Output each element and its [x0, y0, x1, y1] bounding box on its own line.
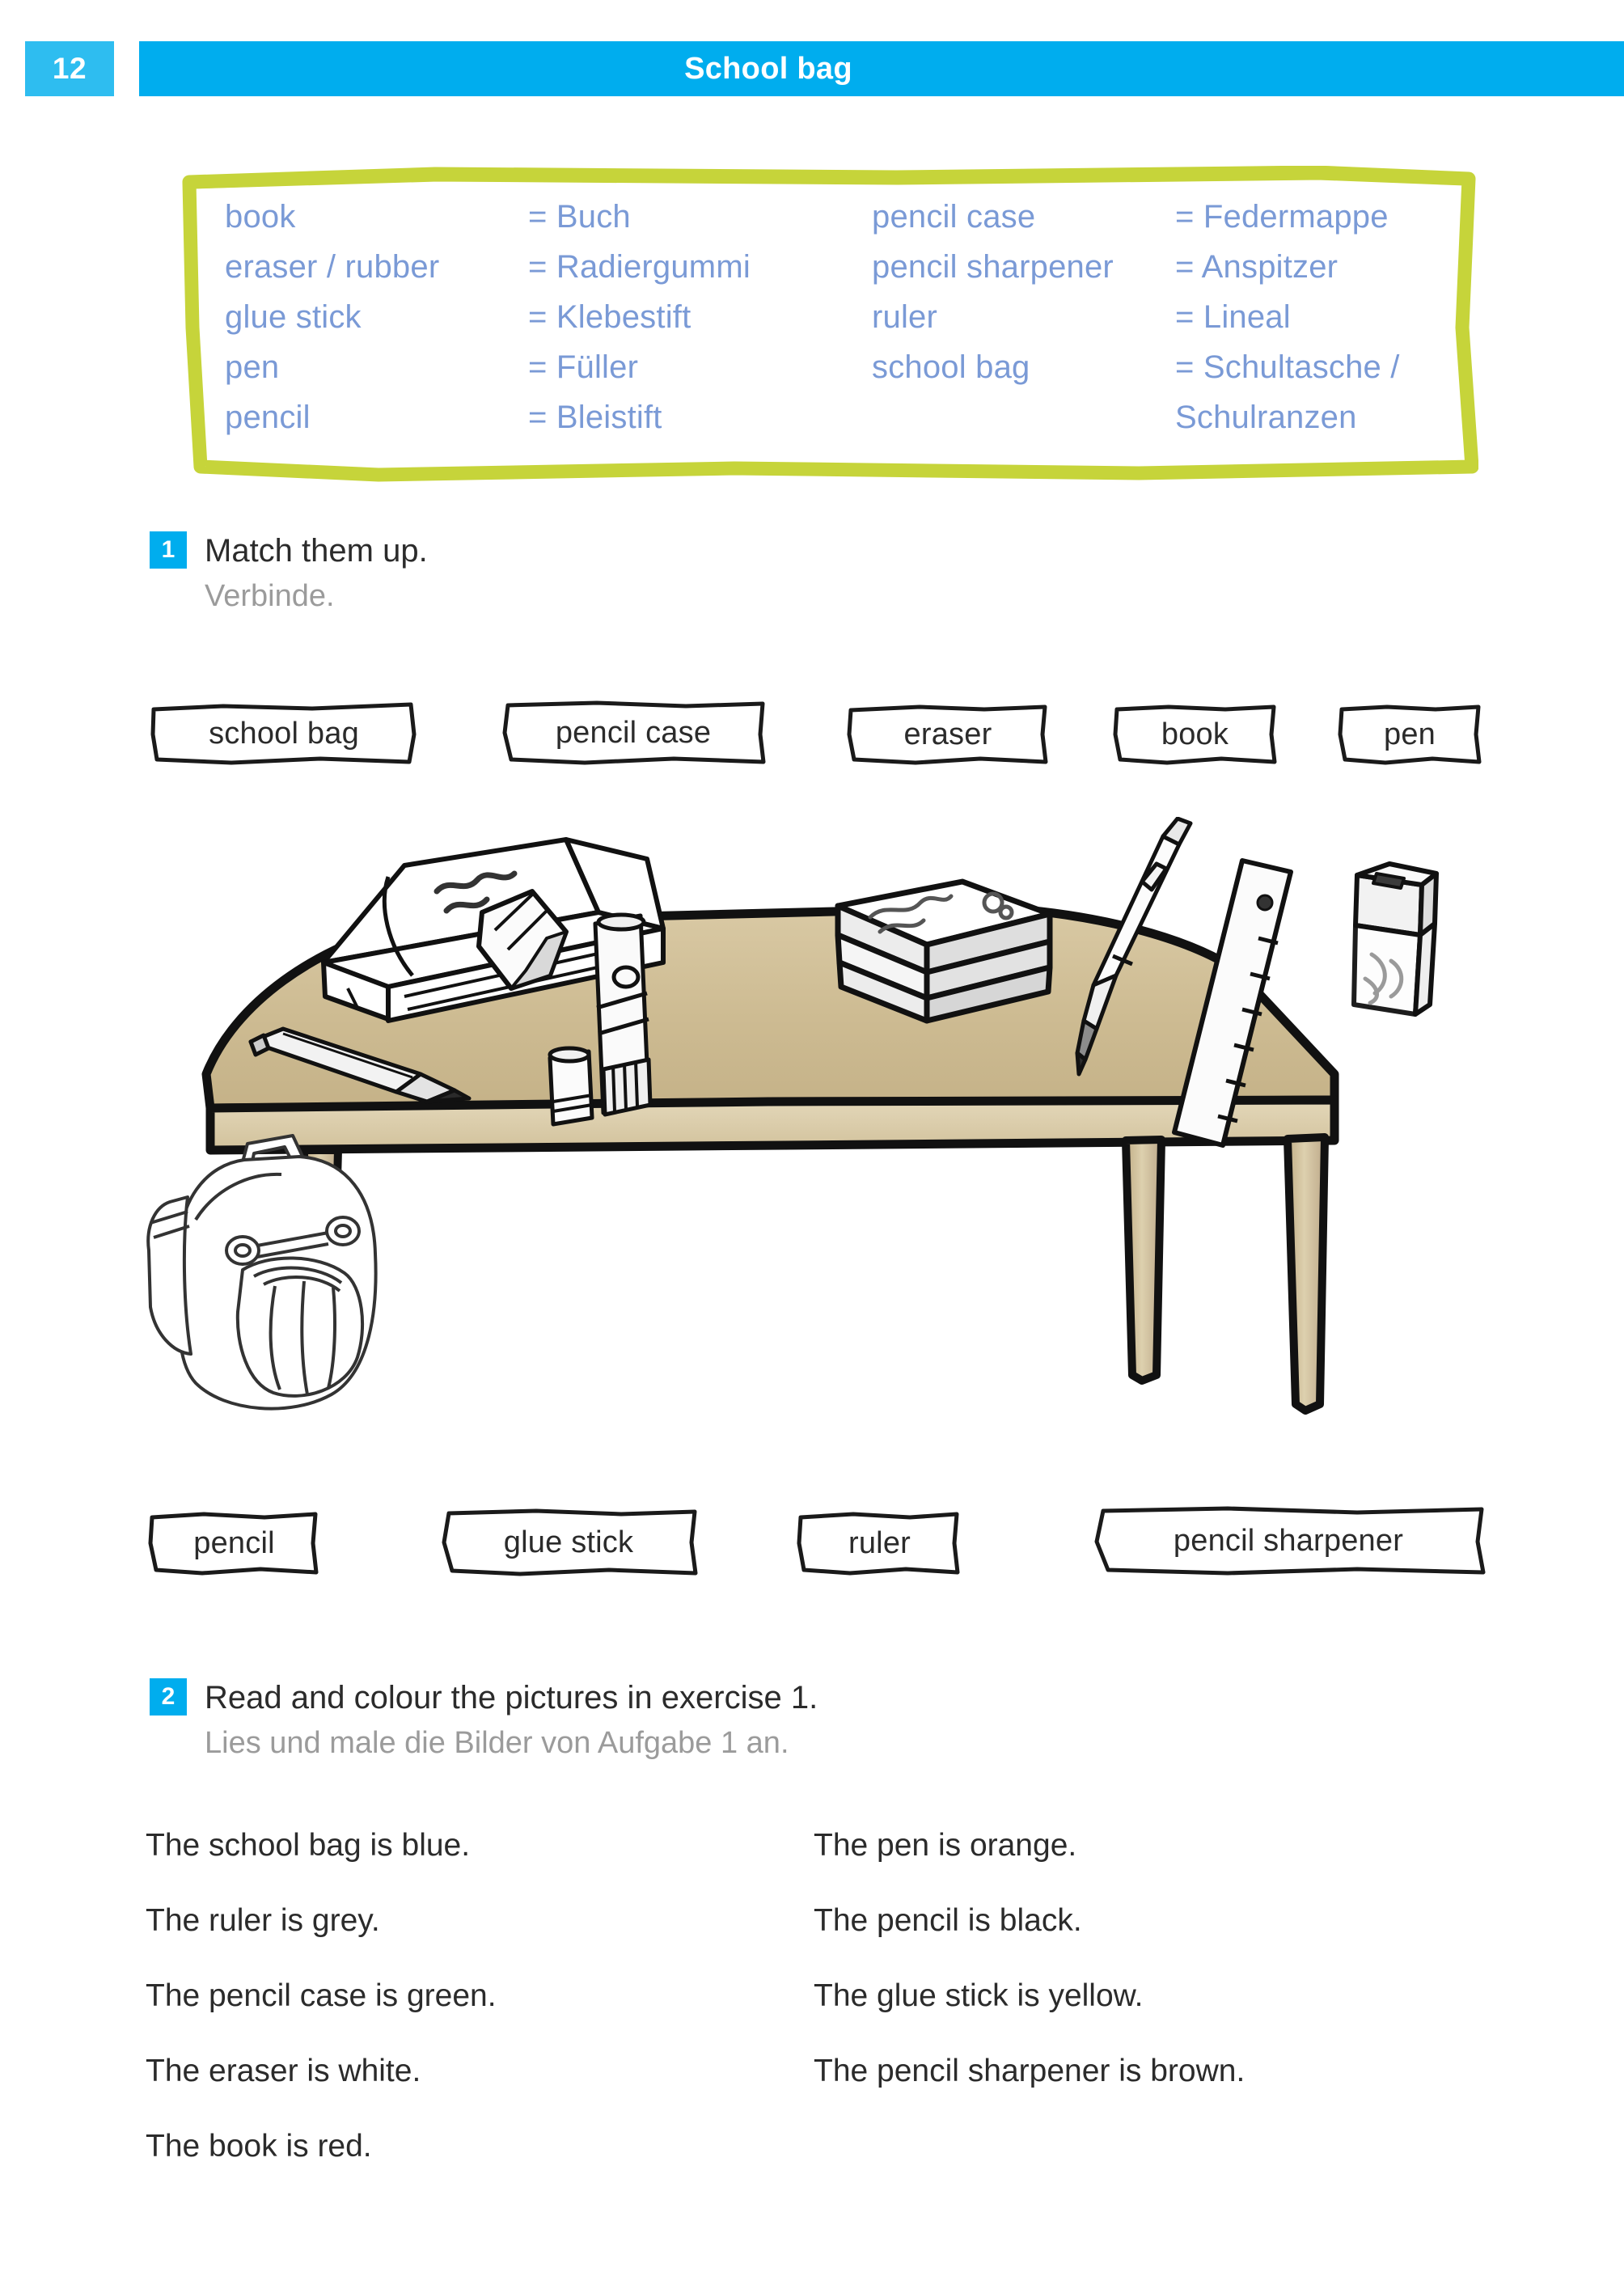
vocab-term: school bag [872, 349, 1030, 385]
word-label-school-bag[interactable] [150, 702, 417, 765]
vocab-definition: = Klebestift [528, 299, 691, 335]
vocab-definition: = Buch [528, 199, 631, 235]
exercise-1-number: 1 [150, 531, 187, 569]
vocab-definition: = Bleistift [528, 400, 662, 435]
sentence-item: The book is red. [146, 2129, 372, 2164]
vocabulary-definitions-right [1175, 192, 1438, 442]
sentence-item: The school bag is blue. [146, 1828, 471, 1863]
vocab-term: pencil case [872, 199, 1036, 235]
word-label-eraser[interactable] [847, 704, 1049, 765]
table-leg-right [1288, 1137, 1325, 1411]
vocab-term: glue stick [225, 299, 362, 335]
word-label-pen[interactable] [1337, 704, 1482, 765]
sentences-column-left [146, 1825, 760, 2201]
vocab-definition: Schulranzen [1175, 400, 1357, 435]
pencil-case-illustration [838, 882, 1050, 1021]
word-label-text: pencil sharpener [1173, 1523, 1404, 1558]
word-label-ruler[interactable] [797, 1511, 962, 1576]
word-label-text: eraser [903, 717, 992, 751]
exercise-2-instruction-en: Read and colour the pictures in exercise 1. [205, 1680, 818, 1716]
word-label-book[interactable] [1112, 704, 1278, 765]
word-label-text: glue stick [503, 1525, 634, 1559]
vocab-definition: = Schultasche / [1175, 349, 1400, 385]
vocabulary-box [168, 166, 1478, 485]
vocab-definition: = Federmappe [1175, 199, 1389, 235]
page-title: School bag [684, 51, 852, 86]
vocab-term: eraser / rubber [225, 249, 440, 285]
word-label-text: pen [1383, 717, 1436, 751]
word-label-pencil-sharpener[interactable] [1090, 1506, 1487, 1576]
school-supplies-illustration [146, 817, 1456, 1464]
exercise-2-number: 2 [150, 1678, 187, 1716]
pencil-sharpener-illustration [1354, 864, 1436, 1014]
exercise-1-instructions [205, 530, 428, 617]
vocab-term: pen [225, 349, 280, 385]
exercise-1-heading [150, 530, 428, 617]
vocabulary-terms-right [872, 192, 1175, 442]
sentence-item: The ruler is grey. [146, 1903, 380, 1938]
sentence-item: The pencil is black. [814, 1903, 1082, 1938]
exercise-2-instruction-de: Lies und male die Bilder von Aufgabe 1 an. [205, 1726, 789, 1760]
sentence-item: The glue stick is yellow. [814, 1978, 1144, 2013]
illustration-svg [146, 817, 1456, 1464]
vocab-definition: = Füller [528, 349, 639, 385]
word-label-text: ruler [848, 1525, 911, 1560]
word-label-pencil[interactable] [147, 1511, 321, 1576]
page-number-badge [25, 41, 114, 96]
table-leg-middle [1126, 1140, 1161, 1381]
page-number-text: 12 [52, 52, 87, 85]
sentence-item: The pen is orange. [814, 1828, 1077, 1863]
vocab-definition: = Radiergummi [528, 249, 751, 285]
sentence-item: The pencil case is green. [146, 1978, 497, 2013]
vocab-term: ruler [872, 299, 938, 335]
vocabulary-column-right [872, 192, 1438, 442]
vocab-definition: = Lineal [1175, 299, 1291, 335]
word-label-pencil-case[interactable] [500, 700, 767, 765]
vocab-definition: = Anspitzer [1175, 249, 1339, 285]
vocab-term: pencil [225, 400, 311, 435]
vocabulary-grid [225, 192, 1438, 442]
word-label-text: book [1161, 717, 1229, 751]
page-title-bar [139, 41, 1624, 96]
exercise-2-heading [150, 1677, 818, 1764]
vocab-term: book [225, 199, 296, 235]
sentence-item: The pencil sharpener is brown. [814, 2054, 1245, 2088]
vocabulary-column-left [225, 192, 872, 442]
sentence-item: The eraser is white. [146, 2054, 421, 2088]
sentences-column-right [814, 1825, 1461, 2126]
exercise-2-instructions [205, 1677, 818, 1764]
word-label-glue-stick[interactable] [439, 1508, 698, 1576]
page-header [0, 41, 1624, 96]
vocabulary-definitions-left [528, 192, 872, 442]
word-label-text: school bag [209, 716, 359, 751]
word-label-text: pencil [193, 1525, 275, 1560]
exercise-1-instruction-en: Match them up. [205, 533, 428, 569]
school-bag-illustration [148, 1136, 375, 1409]
vocab-term: pencil sharpener [872, 249, 1114, 285]
word-label-text: pencil case [555, 715, 712, 750]
exercise-1-instruction-de: Verbinde. [205, 579, 335, 613]
vocabulary-terms-left [225, 192, 528, 442]
